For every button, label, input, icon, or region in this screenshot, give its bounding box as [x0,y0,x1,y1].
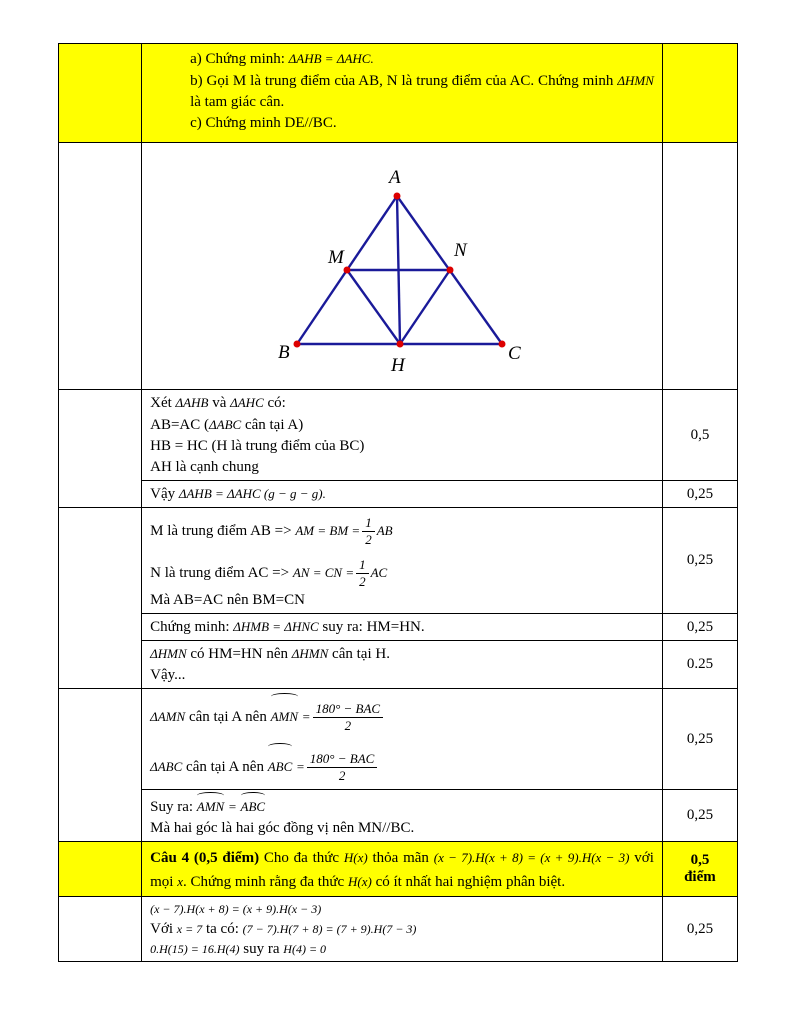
problem-a: a) Chứng minh: ΔAHB = ΔAHC. [190,51,374,67]
problem-score-cell [662,44,737,143]
part-b-row-3 [59,641,738,689]
triangle-figure [142,143,662,389]
part-b-conclusion: ΔHMN có HM=HN nên ΔHMN cân tại H. Vậy... [142,641,663,689]
part-a-text: Xét ΔAHB và ΔAHC có: AB=AC (ΔABC cân tại A) HB = HC (H là trung điểm của BC) AH là cạnh chung [142,390,663,481]
solution4-score: 0,25 [662,897,737,962]
part-b-text: M là trung điểm AB => AM = BM = $\frac{1}{2}$ AB N là trung điểm AC => AN = CN = $\frac{1}{2}$ AC Mà AB=AC nên BM=CN [142,508,663,614]
solution4-row [59,897,738,962]
part-b-proof: Chứng minh: ΔHMB = ΔHNC suy ra: HM=HN. [142,614,663,641]
part-a-row-2 [59,481,738,508]
problem-c: c) Chứng minh DE//BC. [190,115,337,131]
label-n: N [454,240,467,261]
question4-row [59,842,738,897]
figure-score-cell [662,143,737,390]
label-h: H [391,355,405,376]
part-a-index-cell [59,390,142,508]
part-b-index-cell [59,508,142,689]
part-a-score-2: 0,25 [662,481,737,508]
point-m [344,267,351,274]
part-b-row-2 [59,614,738,641]
label-c: C [508,343,521,364]
part-b-score-3: 0.25 [662,641,737,689]
figure-cell [142,143,663,390]
question4-text: Câu 4 (0,5 điểm) Cho đa thức H(x) thỏa mãn (x − 7).H(x + 8) = (x + 9).H(x − 3) với mọi x. Chứng minh rằng đa thức H(x) có ít nhất hai nghiệm phân biệt. [142,842,663,897]
part-a-row-1 [59,390,738,481]
point-n [447,267,454,274]
part-c-score-1: 0,25 [662,689,737,790]
part-c-conclusion: Suy ra: AMN = ABC Mà hai góc là hai góc đồng vị nên MN//BC. [142,790,663,842]
segment-nh [400,270,450,344]
part-c-score-2: 0,25 [662,790,737,842]
part-c-text: ΔAMN cân tại A nên AMN = $\frac{\text{180° − BAC}}{2}$ ΔABC cân tại A nên ABC = $\frac{\text{180° − BAC}}{2}$ [142,689,663,790]
part-b-score-1: 0,25 [662,508,737,614]
point-a [394,193,401,200]
point-b [294,341,301,348]
part-a-score-1: 0,5 [662,390,737,481]
label-a: A [389,167,401,188]
problem-index-cell [59,44,142,143]
question4-score: 0,5 điểm [662,842,737,897]
part-b-score-2: 0,25 [662,614,737,641]
point-c [499,341,506,348]
figure-index-cell [59,143,142,390]
answer-table [58,43,738,962]
solution4-text: (x − 7).H(x + 8) = (x + 9).H(x − 3) Với x = 7 ta có: (7 − 7).H(7 + 8) = (7 + 9).H(7 − 3) 0.H(15) = 16.H(4) suy ra H(4) = 0 [142,897,663,962]
segment-mh [347,270,400,344]
problem-b: b) Gọi M là trung điểm của AB, N là trung điểm của AC. Chứng minh ΔHMN là tam giác cân. [190,73,654,110]
problem-row [59,44,738,143]
part-b-row-1 [59,508,738,614]
part-a-conclusion: Vậy ΔAHB = ΔAHC (g − g − g). [142,481,663,508]
part-c-index-cell [59,689,142,842]
label-b: B [278,342,290,363]
figure-lines [297,196,502,344]
part-c-row-2 [59,790,738,842]
figure-row [59,143,738,390]
part-c-row-1 [59,689,738,790]
label-m: M [328,247,344,268]
solution4-index-cell [59,897,142,962]
point-h [397,341,404,348]
question4-index-cell [59,842,142,897]
problem-text-cell [142,44,663,143]
